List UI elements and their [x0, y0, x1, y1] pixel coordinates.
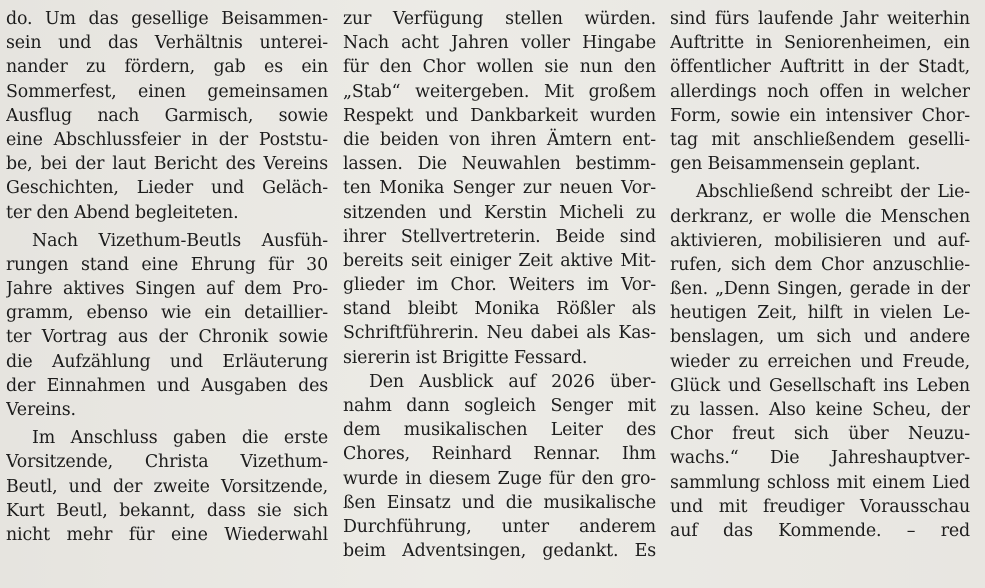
text-line: Vereins. — [6, 400, 76, 420]
text-line: Durchführung, unter anderem — [343, 516, 656, 537]
text-line: sammlung schloss mit einem Lied — [670, 472, 970, 493]
text-line: Ausflug nach Garmisch, sowie — [6, 105, 328, 126]
text-line: ßen Einsatz und die musikalische — [343, 492, 656, 513]
text-line: gen Beisammensein geplant. — [670, 154, 921, 175]
text-line: ßen. „Denn Singen, gerade in der — [670, 279, 970, 300]
text-line: Abschließend schreibt der Lie- — [696, 182, 970, 203]
text-line: do. Um das gesellige Beisammen- — [6, 9, 328, 29]
text-line: siererin ist Brigitte Fessard. — [343, 347, 588, 368]
text-line: be, bei der laut Bericht des Vereins — [6, 154, 328, 175]
text-line: tag mit anschließendem geselli- — [670, 129, 970, 150]
text-line: derkranz, er wolle die Menschen — [670, 206, 970, 227]
text-line: Den Ausblick auf 2026 über- — [369, 371, 656, 392]
article-column-2 — [343, 7, 656, 563]
text-line: wieder zu erreichen und Freude, — [670, 351, 970, 372]
text-line: Im Anschluss gaben die erste — [32, 428, 328, 449]
text-line: Geschichten, Lieder und Geläch- — [6, 178, 328, 199]
text-line: nander zu fördern, gab es ein — [6, 57, 328, 78]
text-line: wachs.“ Die Jahreshauptver- — [670, 448, 970, 469]
text-line: zu lassen. Also keine Scheu, der — [670, 400, 970, 420]
text-line: lassen. Die Neuwahlen bestimm- — [343, 154, 656, 175]
text-line: der Einnahmen und Ausgaben des — [6, 375, 328, 396]
article-column-1 — [6, 7, 328, 547]
text-line: auf das Kommende. – red — [670, 520, 970, 541]
text-line: sein und das Verhältnis unterei- — [6, 33, 328, 54]
text-line: zur Verfügung stellen würden. — [343, 9, 656, 29]
text-line: Respekt und Dankbarkeit wurden — [343, 105, 656, 126]
text-line: rungen stand eine Ehrung für 30 — [6, 254, 328, 275]
text-line: Sommerfest, einen gemeinsamen — [6, 81, 328, 102]
text-line: bereits seit einiger Zeit aktive Mit- — [343, 250, 656, 271]
text-line: glieder im Chor. Weiters im Vor- — [343, 275, 656, 296]
text-line: Chores, Reinhard Rennar. Ihm — [343, 444, 656, 465]
text-line: Glück und Gesellschaft ins Leben — [670, 375, 970, 396]
text-line: heutigen Zeit, hilft in vielen Le- — [670, 303, 970, 324]
text-line: Nach Vizethum-Beutls Ausfüh- — [32, 230, 328, 251]
text-line: gramm, ebenso wie ein detaillier- — [6, 303, 328, 324]
text-line: beim Adventsingen, gedankt. Es — [343, 541, 656, 562]
text-line: rufen, sich dem Chor anzuschlie- — [670, 254, 970, 275]
text-line: sitzenden und Kerstin Micheli zu — [343, 202, 656, 223]
text-line: nahm dann sogleich Senger mit — [343, 396, 656, 416]
text-line: Form, sowie ein intensiver Chor- — [670, 105, 970, 126]
text-line: aktivieren, mobilisieren und auf- — [670, 230, 970, 251]
article-column-3 — [670, 7, 970, 543]
text-line: ter Vortrag aus der Chronik sowie — [6, 327, 328, 348]
text-line: Auftritte in Seniorenheimen, ein — [670, 33, 970, 54]
text-line: öffentlicher Auftritt in der Stadt, — [670, 57, 970, 78]
text-line: ihrer Stellvertreterin. Beide sind — [343, 226, 656, 247]
text-line: Vorsitzende, Christa Vizethum- — [6, 452, 328, 473]
text-line: Beutl, und der zweite Vorsitzende, — [6, 476, 328, 497]
text-line: Jahre aktives Singen auf dem Pro- — [6, 279, 328, 300]
text-line: benslagen, um sich und andere — [670, 327, 970, 348]
text-line: allerdings noch offen in welcher — [670, 81, 970, 102]
text-line: nicht mehr für eine Wiederwahl — [6, 524, 328, 545]
text-line: Kurt Beutl, bekannt, dass sie sich — [6, 500, 328, 521]
text-line: ter den Abend begleiteten. — [6, 202, 239, 223]
text-line: stand bleibt Monika Rößler als — [343, 299, 656, 320]
text-line: Nach acht Jahren voller Hingabe — [343, 33, 656, 54]
text-line: wurde in diesem Zuge für den gro- — [343, 468, 656, 489]
text-line: sind fürs laufende Jahr weiterhin — [670, 9, 970, 29]
text-line: dem musikalischen Leiter des — [343, 420, 656, 441]
text-line: und mit freudiger Vorausschau — [670, 496, 970, 517]
text-line: die Aufzählung und Erläuterung — [6, 351, 328, 372]
text-line: ten Monika Senger zur neuen Vor- — [343, 178, 656, 199]
text-line: für den Chor wollen sie nun den — [343, 57, 656, 78]
text-line: Chor freut sich über Neuzu- — [670, 424, 970, 445]
text-line: Schriftführerin. Neu dabei als Kas- — [343, 323, 656, 344]
text-line: eine Abschlussfeier in der Poststu- — [6, 129, 328, 150]
text-line: „Stab“ weitergeben. Mit großem — [343, 81, 656, 102]
text-line: die beiden von ihren Ämtern ent- — [343, 129, 656, 150]
